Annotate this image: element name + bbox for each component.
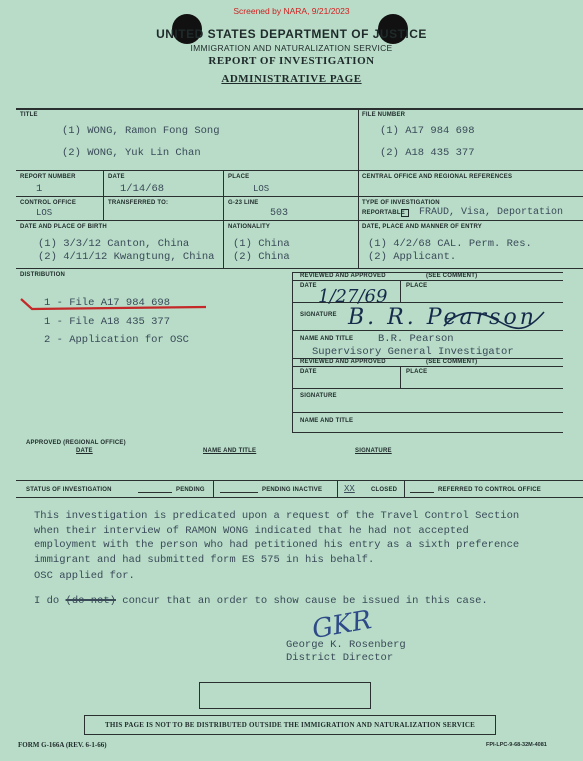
type-of-investigation: FRAUD, Visa, Deportation (419, 207, 564, 218)
review-name: B.R. Pearson (378, 333, 454, 345)
g23-line-label: G-23 LINE (228, 200, 259, 206)
see-comment-2: (SEE COMMENT) (426, 359, 478, 365)
report-number: 1 (36, 183, 43, 195)
reviewed-approved-label-2: REVIEWED AND APPROVED (300, 359, 386, 365)
review-date-label-2: DATE (300, 369, 317, 375)
distribution-1: 1 - File A17 984 698 (44, 297, 171, 309)
signer-title: District Director (286, 652, 394, 664)
approved-regional-label: APPROVED (REGIONAL OFFICE) (26, 440, 126, 446)
nationality-1: (1) China (233, 238, 290, 250)
review-place-label-2: PLACE (406, 369, 428, 375)
reportable-checkbox[interactable] (401, 209, 409, 217)
page-title: ADMINISTRATIVE PAGE (221, 73, 362, 85)
concurrence-line (34, 595, 488, 607)
approved-signature-label: SIGNATURE (355, 448, 392, 454)
entry-label: DATE, PLACE AND MANNER OF ENTRY (362, 224, 482, 230)
entry-2: (2) Applicant. (368, 251, 457, 263)
subject-2: (2) WONG, Yuk Lin Chan (62, 147, 201, 159)
department-title: UNITED STATES DEPARTMENT OF JUSTICE (156, 27, 427, 41)
narrative-paragraph: This investigation is predicated upon a request of the Travel Control Section when their interview of RAMON WONG indicated that he had not accepted employment with the person who had petitioned his entry as a sixth preference immigrant and had submitted form ES 575 in his behalf. (34, 510, 520, 566)
title-label: TITLE (20, 112, 38, 118)
distribution-label: DISTRIBUTION (20, 272, 66, 278)
place-label: PLACE (228, 174, 250, 180)
signature-flourish (440, 306, 546, 332)
subject-1: (1) WONG, Ramon Fong Song (62, 125, 220, 137)
form-number: FORM G-166A (REV. 6-1-66) (18, 741, 107, 749)
review-name-title-label: NAME AND TITLE (300, 336, 354, 342)
review-signature: B. R. Pearson (348, 305, 537, 330)
birth-2: (2) 4/11/12 Kwangtung, China (38, 251, 215, 263)
nationality-2: (2) China (233, 251, 290, 263)
review-title: Supervisory General Investigator (312, 346, 514, 358)
distribution-notice-box (84, 715, 496, 735)
entry-1: (1) 4/2/68 CAL. Perm. Res. (368, 238, 532, 250)
status-label: STATUS OF INVESTIGATION (26, 487, 112, 493)
review-date-label: DATE (300, 283, 317, 289)
status-closed: CLOSED (371, 487, 398, 493)
central-office-label: CENTRAL OFFICE AND REGIONAL REFERENCES (362, 174, 513, 180)
print-code: FPI-LPC-9-68-32M-4081 (486, 742, 547, 748)
distribution-notice: THIS PAGE IS NOT TO BE DISTRIBUTED OUTSIDE THE IMMIGRATION AND NATURALIZATION SERVICE (104, 721, 476, 729)
approved-name-title-label: NAME AND TITLE (203, 448, 257, 454)
status-pending: PENDING (176, 487, 205, 493)
g23-line: 503 (270, 208, 289, 219)
birth-label: DATE AND PLACE OF BIRTH (20, 224, 107, 230)
control-office-label: CONTROL OFFICE (20, 200, 77, 206)
concur-prefix: I do (34, 595, 60, 607)
concur-struck: (do not) (65, 595, 116, 607)
type-of-investigation-label: TYPE OF INVESTIGATION (362, 200, 440, 206)
report-date: 1/14/68 (120, 183, 165, 195)
approved-date-label: DATE (76, 448, 93, 454)
review-signature-label: SIGNATURE (300, 312, 337, 318)
distribution-2: 1 - File A18 435 377 (44, 316, 171, 328)
director-initials: GKR (309, 605, 374, 645)
red-check-mark (18, 296, 210, 318)
file-number-2: (2) A18 435 377 (380, 147, 475, 159)
file-number-label: FILE NUMBER (362, 112, 406, 118)
review-date: 1/27/69 (318, 286, 388, 307)
file-number-1: (1) A17 984 698 (380, 125, 475, 137)
blank-box (199, 682, 371, 709)
report-number-label: REPORT NUMBER (20, 174, 76, 180)
concur-suffix: concur that an order to show cause be issued in this case. (122, 595, 488, 607)
date-label: DATE (108, 174, 125, 180)
service-title: IMMIGRATION AND NATURALIZATION SERVICE (190, 43, 393, 53)
status-pending-inactive: PENDING INACTIVE (262, 487, 323, 493)
see-comment-1: (SEE COMMENT) (426, 273, 478, 279)
review-signature-label-2: SIGNATURE (300, 393, 337, 399)
report-title: REPORT OF INVESTIGATION (208, 55, 375, 67)
screening-stamp: Screened by NARA, 9/21/2023 (233, 6, 350, 16)
review-name-title-label-2: NAME AND TITLE (300, 418, 354, 424)
osc-line: OSC applied for. (34, 570, 135, 582)
review-place-label: PLACE (406, 283, 428, 289)
control-office: LOS (36, 208, 53, 218)
reviewed-approved-label-1: REVIEWED AND APPROVED (300, 273, 386, 279)
status-closed-mark: XX (344, 484, 355, 494)
transferred-to-label: TRANSFERRED TO: (108, 200, 169, 206)
signer-name: George K. Rosenberg (286, 639, 406, 651)
birth-1: (1) 3/3/12 Canton, China (38, 238, 190, 250)
status-referred: REFERRED TO CONTROL OFFICE (438, 487, 541, 493)
distribution-3: 2 - Application for OSC (44, 334, 189, 346)
nationality-label: NATIONALITY (228, 224, 271, 230)
report-place: LOS (253, 184, 270, 194)
reportable-label: REPORTABLE (362, 210, 405, 216)
